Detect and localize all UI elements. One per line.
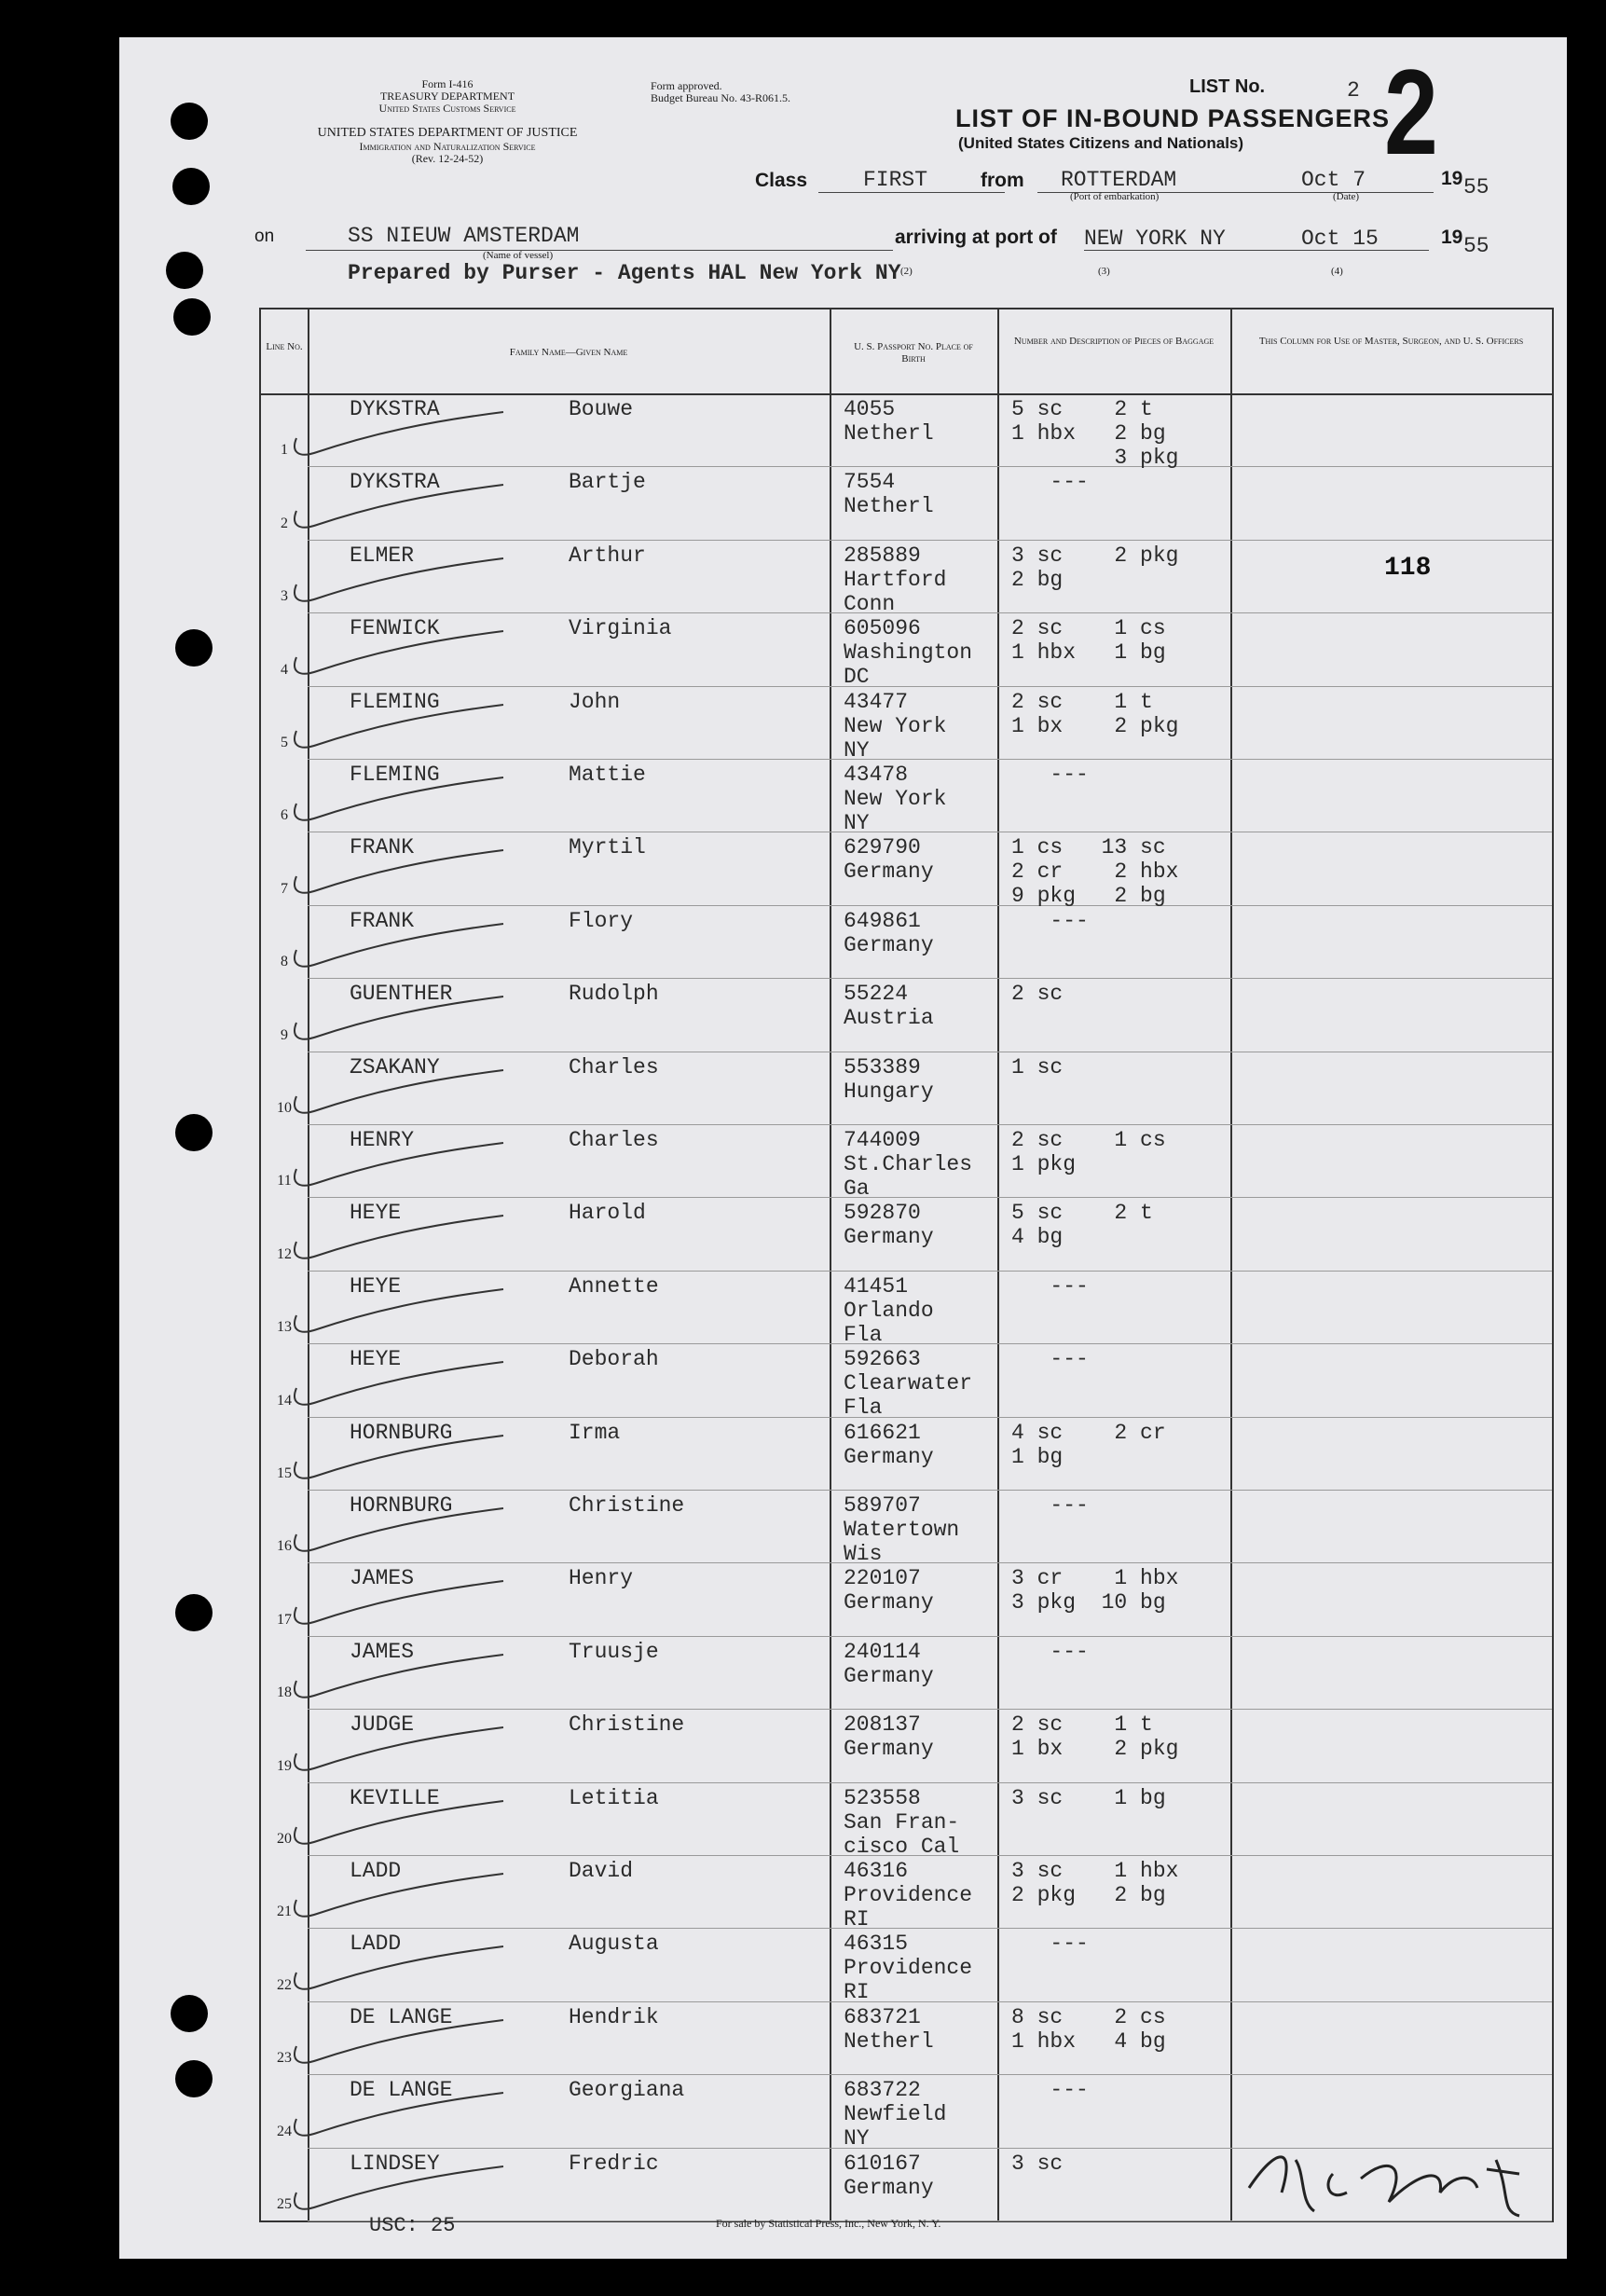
passport-birthplace: 610167 Germany: [844, 2151, 934, 2200]
embarkation-date: Oct 7: [1301, 168, 1366, 192]
passport-birthplace: 4055 Netherl: [844, 397, 934, 446]
family-name: GUENTHER: [350, 982, 453, 1007]
given-name: Bouwe: [569, 397, 634, 421]
family-name: DE LANGE: [350, 2078, 453, 2103]
check-mark: [289, 557, 531, 612]
family-name: HENRY: [350, 1128, 415, 1152]
baggage-description: ---: [1011, 470, 1089, 495]
family-name: FRANK: [350, 835, 415, 860]
list-no-label: LIST No.: [1189, 76, 1266, 97]
family-name: DYKSTRA: [350, 470, 440, 495]
family-name: FLEMING: [350, 689, 440, 714]
passport-birthplace: 208137 Germany: [844, 1712, 934, 1762]
baggage-description: ---: [1011, 763, 1089, 787]
passenger-table: [259, 308, 1554, 2222]
passport-birthplace: 744009 St.Charles Ga: [844, 1128, 973, 1201]
date-caption: (Date): [1333, 191, 1360, 202]
form-title: LIST OF IN-BOUND PASSENGERS: [955, 104, 1391, 132]
family-name: HEYE: [350, 1273, 402, 1299]
form-number: Form I-416: [421, 77, 474, 90]
port-caption: (Port of embarkation): [1070, 191, 1160, 202]
family-name: LINDSEY: [350, 2151, 440, 2176]
line-number: 9: [281, 1026, 288, 1043]
ins-heading: Immigration and Naturalization Service: [359, 140, 536, 153]
baggage-description: 5 sc 2 t 4 bg: [1011, 1201, 1153, 1250]
line-number: 24: [277, 2123, 292, 2139]
given-name: Christine: [569, 1493, 685, 1518]
baggage-description: 2 sc: [1011, 982, 1064, 1007]
family-name: DYKSTRA: [350, 397, 440, 421]
passport-birthplace: 43477 New York NY: [844, 689, 947, 763]
check-mark: [289, 776, 531, 832]
check-mark: [289, 922, 531, 978]
line-number: 1: [281, 442, 288, 459]
binder-hole: [171, 103, 208, 140]
line-number: 8: [281, 954, 288, 970]
baggage-description: 2 sc 1 t 1 bx 2 pkg: [1011, 689, 1179, 738]
binder-hole: [175, 629, 213, 667]
line-number: 16: [277, 1538, 292, 1555]
passport-birthplace: 46315 Providence RI: [844, 1932, 973, 2005]
line-number: 15: [277, 1465, 292, 1481]
line-number: 13: [277, 1319, 292, 1336]
line-number: 20: [277, 1831, 292, 1847]
check-mark: [289, 2091, 531, 2147]
given-name: Arthur: [569, 543, 646, 568]
officer-note: 118: [1384, 554, 1432, 583]
given-name: Fredric: [569, 2151, 659, 2176]
binder-hole: [175, 1594, 213, 1631]
col-header-officers: This Column for Use of Master, Surgeon, and U. S. Officers: [1258, 336, 1524, 347]
family-name: KEVILLE: [350, 1785, 440, 1810]
family-name: FRANK: [350, 908, 415, 933]
revision-date: (Rev. 12-24-52): [411, 152, 484, 165]
given-name: Flory: [569, 908, 634, 933]
caption-4: (4): [1331, 266, 1343, 277]
baggage-description: 1 sc: [1011, 1054, 1064, 1079]
given-name: Virginia: [569, 616, 672, 641]
passport-birthplace: 523558 San Fran- cisco Cal: [844, 1785, 960, 1859]
arrival-year-suffix: 55: [1463, 234, 1489, 258]
check-mark: [289, 1872, 531, 1928]
line-number: 19: [277, 1757, 292, 1774]
line-number: 4: [281, 661, 288, 678]
passport-birthplace: 589707 Watertown Wis: [844, 1493, 960, 1566]
family-name: HORNBURG: [350, 1420, 453, 1445]
form-approved: Form approved.: [651, 79, 722, 92]
passport-birthplace: 592663 Clearwater Fla: [844, 1347, 973, 1421]
line-number: 17: [277, 1611, 292, 1628]
check-mark: [289, 1287, 531, 1343]
check-mark: [289, 1434, 531, 1490]
passport-birthplace: 629790 Germany: [844, 835, 934, 885]
passport-birthplace: 592870 Germany: [844, 1201, 934, 1250]
manifest-page: [119, 37, 1567, 2259]
check-mark: [289, 2018, 531, 2074]
family-name: JUDGE: [350, 1712, 415, 1738]
binder-hole: [175, 1114, 213, 1151]
binder-hole: [166, 252, 203, 289]
baggage-description: ---: [1011, 1493, 1089, 1518]
check-mark: [289, 1799, 531, 1855]
caption-2: (2): [900, 266, 913, 277]
given-name: Christine: [569, 1712, 685, 1738]
baggage-description: 3 sc 1 hbx 2 pkg 2 bg: [1011, 1859, 1179, 1907]
line-number: 7: [281, 880, 288, 897]
family-name: HEYE: [350, 1347, 402, 1372]
family-name: ELMER: [350, 543, 415, 568]
passport-birthplace: 220107 Germany: [844, 1566, 934, 1615]
check-mark: [289, 848, 531, 904]
given-name: Georgiana: [569, 2078, 685, 2103]
check-mark: [289, 410, 531, 466]
baggage-description: 2 sc 1 t 1 bx 2 pkg: [1011, 1712, 1179, 1762]
family-name: HORNBURG: [350, 1493, 453, 1518]
line-number: 6: [281, 807, 288, 824]
family-name: FENWICK: [350, 616, 440, 641]
passport-birthplace: 43478 New York NY: [844, 763, 947, 835]
list-no-stamp: 2: [1384, 44, 1438, 180]
year-suffix: 55: [1463, 175, 1489, 199]
family-name: ZSAKANY: [350, 1054, 440, 1079]
vessel-caption: (Name of vessel): [483, 250, 554, 261]
passport-birthplace: 285889 Hartford Conn: [844, 543, 947, 616]
given-name: Rudolph: [569, 982, 659, 1007]
line-number: 14: [277, 1392, 292, 1409]
family-name: JAMES: [350, 1566, 415, 1591]
line-number: 18: [277, 1684, 292, 1701]
given-name: Letitia: [569, 1785, 659, 1810]
arrival-date: Oct 15: [1301, 227, 1379, 251]
baggage-description: ---: [1011, 1273, 1089, 1299]
family-name: JAMES: [350, 1639, 415, 1664]
passport-birthplace: 240114 Germany: [844, 1639, 934, 1688]
family-name: LADD: [350, 1859, 402, 1883]
baggage-description: 3 sc 2 pkg 2 bg: [1011, 543, 1179, 592]
check-mark: [289, 1214, 531, 1270]
justice-heading: UNITED STATES DEPARTMENT OF JUSTICE: [317, 126, 578, 140]
baggage-description: ---: [1011, 2078, 1089, 2103]
year-prefix: 19: [1441, 168, 1463, 189]
check-mark: [289, 703, 531, 759]
line-number: 22: [277, 1976, 292, 1993]
printer-credit: For sale by Statistical Press, Inc., New York, N. Y.: [716, 2217, 941, 2230]
line-number: 23: [277, 2050, 292, 2067]
passport-birthplace: 55224 Austria: [844, 982, 934, 1031]
family-name: FLEMING: [350, 763, 440, 787]
check-mark: [289, 1725, 531, 1781]
port-of-embarkation: ROTTERDAM: [1061, 168, 1177, 192]
passport-birthplace: 683722 Newfield NY: [844, 2078, 947, 2152]
passport-birthplace: 41451 Orlando Fla: [844, 1273, 934, 1347]
line-number: 21: [277, 1904, 292, 1920]
check-mark: [289, 1945, 531, 2000]
class-value: FIRST: [863, 168, 928, 192]
prepared-by: Prepared by Purser - Agents HAL New York NY: [348, 261, 901, 285]
given-name: David: [569, 1859, 634, 1883]
arriving-label: arriving at port of: [895, 227, 1057, 248]
line-number: 25: [277, 2196, 292, 2212]
baggage-description: ---: [1011, 1639, 1089, 1664]
given-name: Charles: [569, 1128, 659, 1152]
baggage-description: ---: [1011, 1347, 1089, 1372]
baggage-description: 2 sc 1 cs 1 hbx 1 bg: [1011, 616, 1166, 666]
passport-birthplace: 649861 Germany: [844, 908, 934, 957]
usc-count: USC: 25: [369, 2214, 456, 2237]
on-label: on: [254, 227, 275, 246]
given-name: Augusta: [569, 1932, 659, 1957]
check-mark: [289, 1506, 531, 1562]
given-name: Annette: [569, 1273, 659, 1299]
baggage-description: 3 cr 1 hbx 3 pkg 10 bg: [1011, 1566, 1179, 1615]
passport-birthplace: 46316 Providence RI: [844, 1859, 973, 1932]
caption-3: (3): [1098, 266, 1110, 277]
col-header-baggage: Number and Description of Pieces of Baggage: [1013, 336, 1215, 347]
check-mark: [289, 1579, 531, 1635]
form-subtitle: (United States Citizens and Nationals): [958, 134, 1244, 152]
binder-hole: [173, 298, 211, 336]
check-mark: [289, 483, 531, 539]
baggage-description: ---: [1011, 908, 1089, 933]
budget-bureau: Budget Bureau No. 43-R061.5.: [651, 91, 790, 104]
baggage-description: 8 sc 2 cs 1 hbx 4 bg: [1011, 2004, 1166, 2054]
given-name: Hendrik: [569, 2004, 659, 2029]
line-number: 12: [277, 1245, 292, 1262]
line-number: 11: [277, 1173, 292, 1189]
given-name: Mattie: [569, 763, 646, 787]
line-number: 3: [281, 588, 288, 605]
arrival-year-prefix: 19: [1441, 227, 1463, 248]
arrival-port: NEW YORK NY: [1084, 227, 1226, 251]
list-no-value: 2: [1347, 78, 1360, 103]
baggage-description: 1 cs 13 sc 2 cr 2 hbx 9 pkg 2 bg: [1011, 835, 1179, 909]
given-name: Henry: [569, 1566, 634, 1591]
class-label: Class: [755, 170, 808, 191]
binder-hole: [171, 1995, 208, 2032]
treasury-heading: TREASURY DEPARTMENT: [379, 89, 515, 103]
line-number: 5: [281, 735, 288, 750]
baggage-description: ---: [1011, 1932, 1089, 1957]
baggage-description: 4 sc 2 cr 1 bg: [1011, 1420, 1166, 1469]
baggage-description: 3 sc: [1011, 2151, 1064, 2176]
binder-hole: [172, 168, 210, 205]
customs-heading: United States Customs Service: [378, 102, 516, 115]
passport-birthplace: 616621 Germany: [844, 1420, 934, 1469]
line-number: 10: [277, 1100, 292, 1116]
check-mark: [289, 995, 531, 1051]
given-name: Myrtil: [569, 835, 646, 860]
line-number: 2: [281, 515, 288, 531]
passport-birthplace: 605096 Washington DC: [844, 616, 973, 690]
check-mark: [289, 2165, 531, 2220]
family-name: LADD: [350, 1932, 402, 1957]
col-header-line-no: Line No.: [266, 341, 303, 352]
baggage-description: 3 sc 1 bg: [1011, 1785, 1166, 1810]
passport-birthplace: 683721 Netherl: [844, 2004, 934, 2054]
family-name: HEYE: [350, 1201, 402, 1226]
binder-hole: [175, 2060, 213, 2097]
from-label: from: [981, 170, 1024, 191]
given-name: John: [569, 689, 621, 714]
vessel-name: SS NIEUW AMSTERDAM: [348, 224, 580, 248]
inspector-signature: [1240, 2137, 1547, 2220]
check-mark: [289, 1141, 531, 1197]
check-mark: [289, 629, 531, 685]
passport-birthplace: 7554 Netherl: [844, 470, 934, 519]
given-name: Charles: [569, 1054, 659, 1079]
check-mark: [289, 1653, 531, 1709]
given-name: Deborah: [569, 1347, 659, 1372]
given-name: Bartje: [569, 470, 646, 495]
baggage-description: 5 sc 2 t 1 hbx 2 bg 3 pkg: [1011, 397, 1179, 470]
baggage-description: 2 sc 1 cs 1 pkg: [1011, 1128, 1166, 1176]
check-mark: [289, 1068, 531, 1124]
check-mark: [289, 1360, 531, 1416]
passport-birthplace: 553389 Hungary: [844, 1054, 934, 1104]
col-header-name: Family Name—Given Name: [509, 347, 628, 358]
given-name: Truusje: [569, 1639, 659, 1664]
given-name: Harold: [569, 1201, 646, 1226]
family-name: DE LANGE: [350, 2004, 453, 2029]
given-name: Irma: [569, 1420, 621, 1445]
col-header-passport: U. S. Passport No. Place of Birth: [854, 341, 973, 364]
